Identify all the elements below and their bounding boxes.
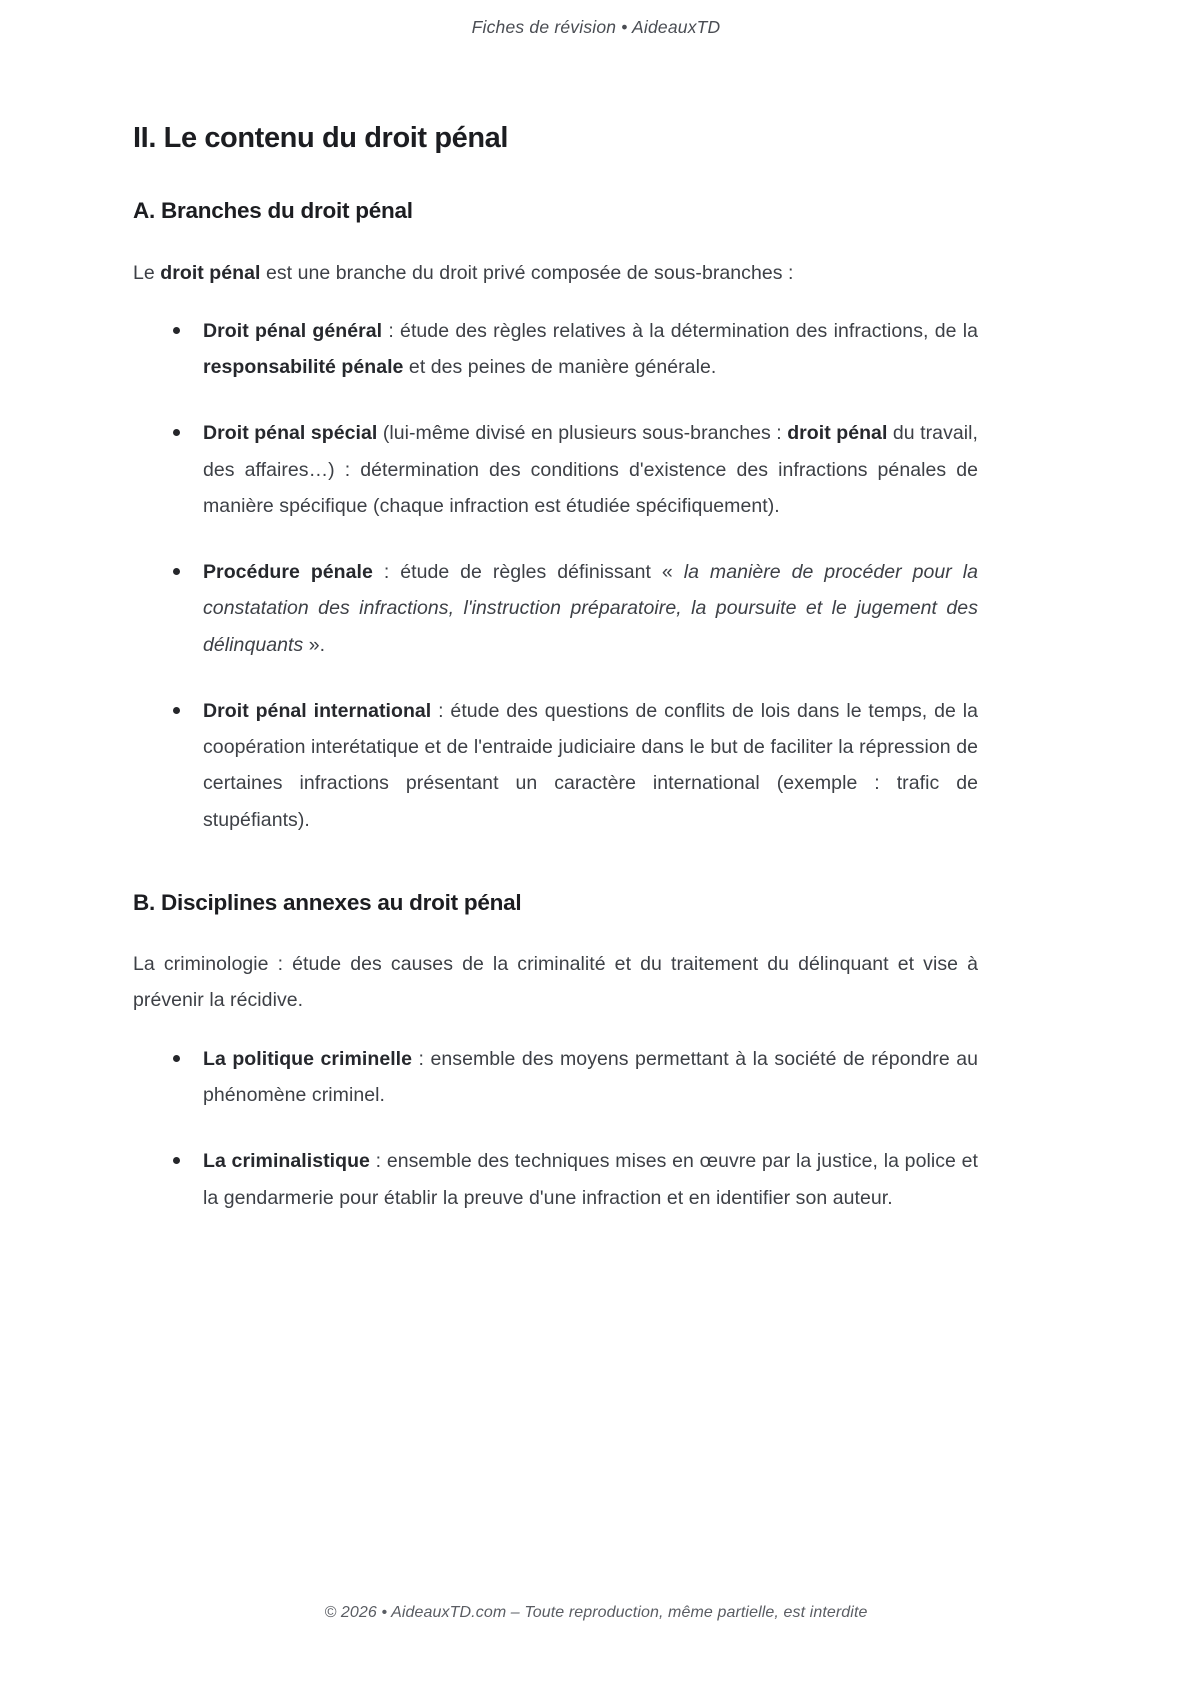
list-item-text: étude de règles définissant « bbox=[400, 561, 684, 584]
page-title: II. Le contenu du droit pénal bbox=[133, 122, 509, 154]
intro-tail: est une branche du droit privé composée de sous-branches : bbox=[260, 261, 794, 284]
bullet-dot-icon bbox=[173, 1055, 180, 1062]
subsection-b-paragraph: La criminologie : étude des causes de la criminalité et du traitement du délinquant et vise à prévenir la récidive. bbox=[133, 953, 978, 1012]
list-item-separator: : bbox=[382, 319, 401, 342]
list-item-text-cont: et des peines de manière générale. bbox=[403, 356, 717, 379]
list-item bbox=[133, 313, 978, 386]
list-item bbox=[133, 554, 978, 663]
subsection-a-intro bbox=[133, 255, 978, 291]
list-item-inline-bold: droit pénal bbox=[787, 422, 888, 445]
bullet-dot-icon bbox=[173, 568, 180, 575]
running-footer: © 2026 • AideauxTD.com – Toute reproduction, même partielle, est interdite bbox=[324, 1604, 868, 1621]
bullet-dot-icon bbox=[173, 429, 180, 436]
list-item-term: Procédure pénale bbox=[203, 561, 373, 584]
subsection-b-bullet-list bbox=[133, 1041, 978, 1216]
list-item-text: ensemble des moyens permettant à la société de répondre au phénomène criminel. bbox=[203, 1047, 979, 1106]
list-item-separator: : bbox=[372, 561, 401, 584]
bullet-dot-icon bbox=[173, 327, 180, 334]
running-header: Fiches de révision • AideauxTD bbox=[471, 17, 721, 37]
list-item-text: (lui-même divisé en plusieurs sous-branches : bbox=[382, 422, 788, 445]
list-item bbox=[133, 415, 978, 524]
list-item-text-cont: ». bbox=[303, 633, 326, 656]
list-item-term: Droit pénal général bbox=[203, 319, 383, 342]
list-item-inline-italic-quote: la manière de procéder pour la constatation des infractions, l'instruction préparatoire, la poursuite et le jugement des délinquants bbox=[203, 561, 979, 656]
list-item-text: étude des questions de conflits de lois dans le temps, de la coopération interétatique et de l'entraide judiciaire dans le but de faciliter la répression de certaines infractions présentant un caractère international (exemple : trafic de stupéfiants). bbox=[203, 699, 978, 831]
list-item-separator: : bbox=[431, 699, 451, 722]
list-item bbox=[133, 1143, 978, 1216]
subsection-a-title: A. Branches du droit pénal bbox=[133, 198, 413, 224]
list-item-text-cont: du travail, des affaires…) : détermination des conditions d'existence des infractions pénales de manière spécifique (chaque infraction est étudiée spécifiquement). bbox=[203, 422, 978, 517]
subsection-b-title: B. Disciplines annexes au droit pénal bbox=[133, 889, 522, 915]
intro-bold-term: droit pénal bbox=[160, 261, 261, 284]
list-item-text: étude des règles relatives à la détermination des infractions, de la bbox=[400, 319, 979, 342]
list-item-separator: : bbox=[369, 1150, 387, 1173]
document-content bbox=[133, 120, 978, 1216]
list-item-term: La criminalistique bbox=[203, 1150, 370, 1173]
bullet-dot-icon bbox=[173, 1157, 180, 1164]
list-item-text: ensemble des techniques mises en œuvre par la justice, la police et la gendarmerie pour établir la preuve d'une infraction et en identifier son auteur. bbox=[203, 1150, 978, 1209]
list-item-separator: : bbox=[412, 1047, 431, 1070]
intro-lead: Le bbox=[133, 261, 161, 284]
list-item bbox=[133, 693, 978, 838]
list-item bbox=[133, 1041, 978, 1114]
bullet-dot-icon bbox=[173, 707, 180, 714]
subsection-a-bullet-list bbox=[133, 313, 978, 838]
list-item-term: Droit pénal spécial bbox=[203, 422, 378, 445]
list-item-term: La politique criminelle bbox=[203, 1047, 413, 1070]
list-item-term: Droit pénal international bbox=[203, 699, 432, 722]
list-item-inline-bold: responsabilité pénale bbox=[203, 356, 404, 379]
